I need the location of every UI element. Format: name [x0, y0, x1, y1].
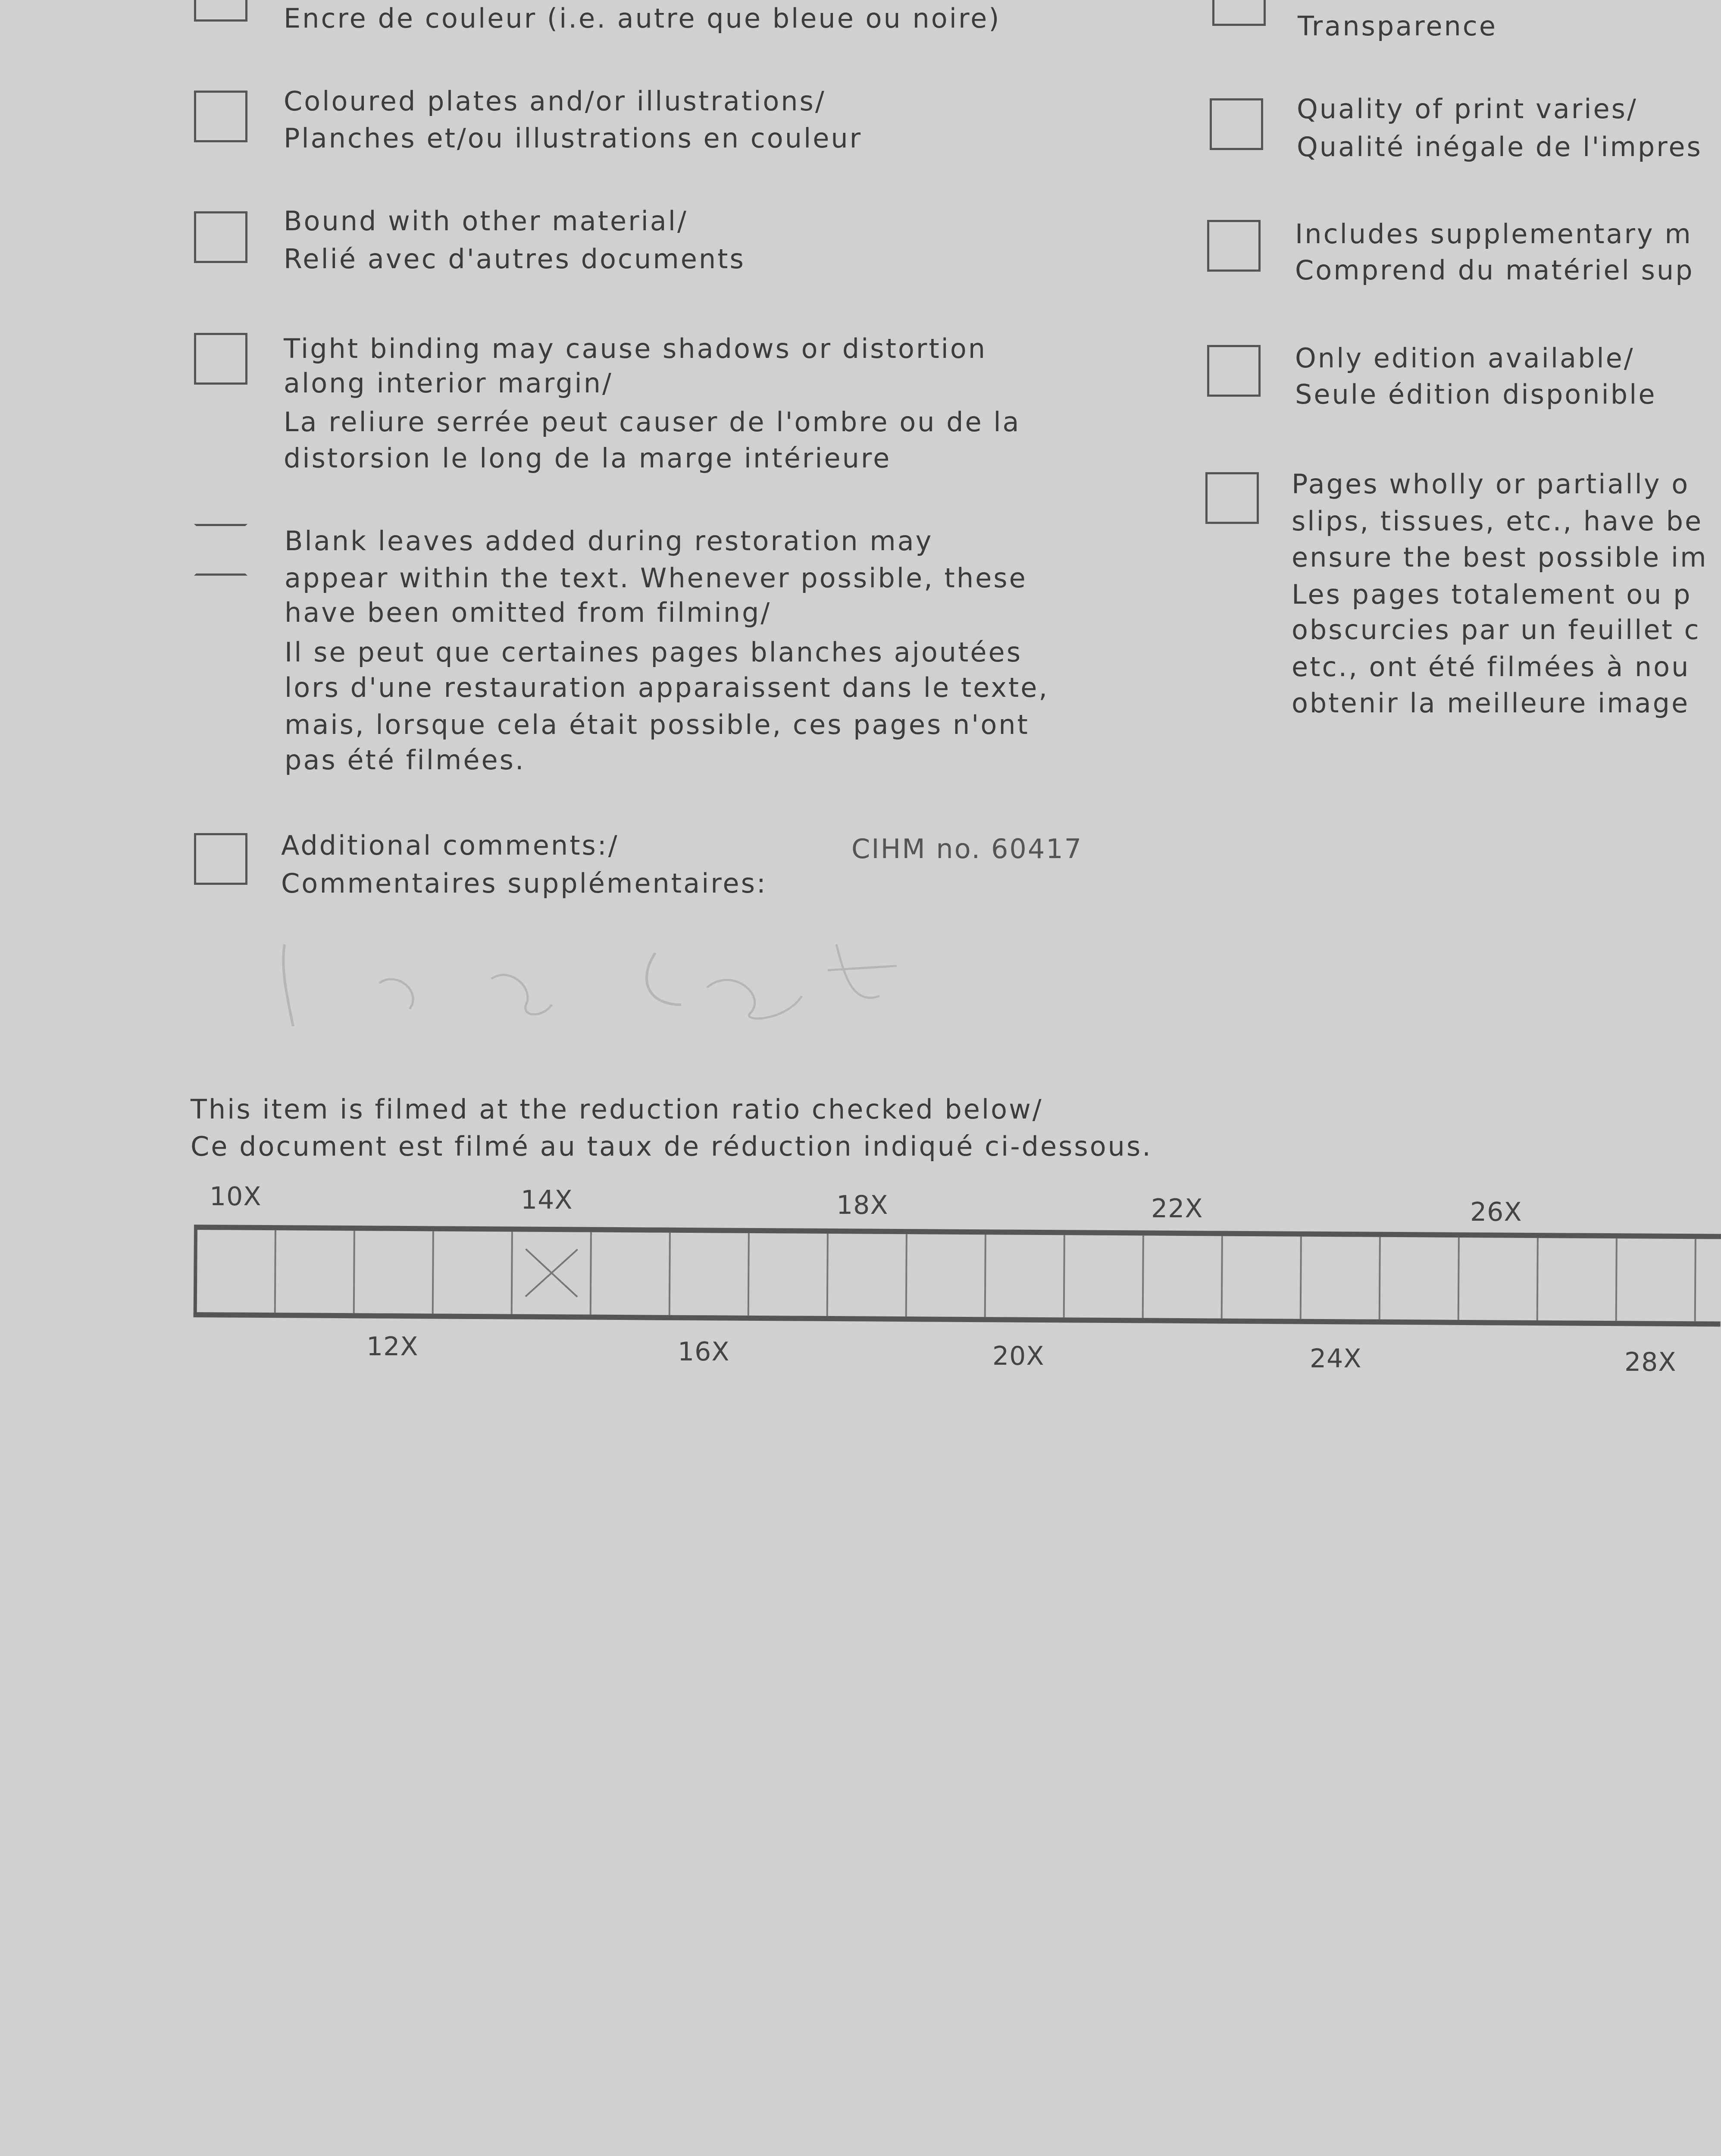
- checkbox-only-edition[interactable]: [1207, 345, 1261, 397]
- label-pages-obscured-line2: slips, tissues, etc., have be: [1292, 505, 1703, 537]
- check-x-mark-icon: [513, 1232, 592, 1314]
- label-tight-binding-line1: Tight binding may cause shadows or distortion: [284, 333, 987, 364]
- label-only-edition-line1: Only edition available/: [1295, 342, 1635, 374]
- label-quality-of-print-line1: Quality of print varies/: [1297, 93, 1638, 125]
- label-ink-line1: Encre de couleur (i.e. autre que bleue ou noire): [284, 3, 1001, 34]
- label-transparence-line1: Transparence: [1298, 10, 1497, 42]
- ratio-cell[interactable]: [1459, 1238, 1539, 1320]
- ratio-cell[interactable]: [1302, 1237, 1381, 1319]
- ratio-cell[interactable]: [434, 1231, 513, 1314]
- label-pages-obscured-line1: Pages wholly or partially o: [1292, 468, 1690, 500]
- ratio-cell[interactable]: [355, 1231, 434, 1313]
- label-supplementary-line2: Comprend du matériel sup: [1295, 254, 1694, 286]
- ratio-cell[interactable]: [828, 1234, 907, 1316]
- label-blank-leaves-line7: pas été filmées.: [285, 744, 526, 776]
- checkbox-tight-binding[interactable]: [194, 333, 247, 385]
- checkbox-quality-of-print[interactable]: [1210, 98, 1263, 150]
- scale-top-10x: 10X: [210, 1181, 262, 1212]
- label-additional-comments-line1: Additional comments:/: [281, 830, 619, 861]
- label-additional-comments-line2: Commentaires supplémentaires:: [281, 868, 767, 899]
- label-blank-leaves-line3: have been omitted from filming/: [285, 597, 772, 628]
- ratio-cell[interactable]: [197, 1230, 276, 1313]
- label-quality-of-print-line2: Qualité inégale de l'impres: [1297, 131, 1702, 163]
- ratio-cell[interactable]: [1065, 1235, 1144, 1318]
- scale-top-14x: 14X: [521, 1185, 573, 1215]
- ratio-cell[interactable]: [591, 1232, 671, 1315]
- scale-top-26x: 26X: [1470, 1197, 1522, 1227]
- ratio-cell[interactable]: [749, 1233, 829, 1316]
- label-tight-binding-line4: distorsion le long de la marge intérieure: [284, 442, 892, 474]
- label-pages-obscured-line5: obscurcies par un feuillet c: [1292, 614, 1701, 646]
- reduction-text-line1: This item is filmed at the reduction ratio checked below/: [191, 1094, 1043, 1125]
- label-pages-obscured-line6: etc., ont été filmées à nou: [1292, 651, 1690, 683]
- faint-handwriting: [267, 918, 940, 1039]
- checkbox-pages-obscured[interactable]: [1205, 472, 1259, 524]
- label-blank-leaves-line1: Blank leaves added during restoration may: [285, 525, 933, 557]
- ratio-cell[interactable]: [907, 1234, 986, 1317]
- scale-bottom-24x: 24X: [1310, 1344, 1362, 1374]
- scale-bottom-28x: 28X: [1624, 1347, 1677, 1377]
- ratio-cell[interactable]: [1380, 1237, 1460, 1320]
- reduction-text-line2: Ce document est filmé au taux de réduction indiqué ci-dessous.: [191, 1131, 1152, 1162]
- label-bound-with-line2: Relié avec d'autres documents: [284, 243, 745, 275]
- label-tight-binding-line2: along interior margin/: [284, 367, 613, 399]
- ratio-cell[interactable]: [276, 1230, 355, 1313]
- checkbox-blank-leaves[interactable]: [194, 524, 247, 576]
- label-bound-with-line1: Bound with other material/: [284, 205, 688, 237]
- label-only-edition-line2: Seule édition disponible: [1295, 379, 1657, 410]
- scale-bottom-12x: 12X: [366, 1332, 419, 1362]
- checkbox-additional-comments[interactable]: [194, 833, 247, 885]
- ratio-cell-checked[interactable]: [513, 1232, 592, 1315]
- ratio-cell[interactable]: [1617, 1238, 1696, 1321]
- reduction-ratio-strip: [194, 1225, 1721, 1327]
- label-blank-leaves-line6: mais, lorsque cela était possible, ces pages n'ont: [285, 709, 1029, 740]
- ratio-cell[interactable]: [1538, 1238, 1618, 1321]
- checkbox-bound-with[interactable]: [194, 211, 247, 263]
- scale-bottom-20x: 20X: [992, 1341, 1045, 1371]
- label-coloured-plates-line2: Planches et/ou illustrations en couleur: [284, 122, 863, 154]
- ratio-cell[interactable]: [670, 1233, 750, 1316]
- ratio-cell[interactable]: [1223, 1236, 1302, 1319]
- label-pages-obscured-line7: obtenir la meilleure image: [1292, 687, 1690, 719]
- label-blank-leaves-line4: Il se peut que certaines pages blanches ajoutées: [285, 636, 1022, 668]
- label-supplementary-line1: Includes supplementary m: [1295, 218, 1693, 250]
- label-blank-leaves-line2: appear within the text. Whenever possible, these: [285, 562, 1027, 594]
- checkbox-supplementary[interactable]: [1207, 220, 1261, 272]
- label-pages-obscured-line3: ensure the best possible im: [1292, 542, 1708, 573]
- checkbox-transparence[interactable]: [1212, 0, 1266, 26]
- label-coloured-plates-line1: Coloured plates and/or illustrations/: [284, 85, 826, 117]
- label-pages-obscured-line4: Les pages totalement ou p: [1292, 579, 1692, 610]
- scale-top-22x: 22X: [1151, 1194, 1203, 1224]
- scale-top-18x: 18X: [836, 1190, 889, 1220]
- ratio-cell[interactable]: [986, 1235, 1065, 1317]
- label-tight-binding-line3: La reliure serrée peut causer de l'ombre ou de la: [284, 406, 1021, 438]
- label-blank-leaves-line5: lors d'une restauration apparaissent dans le texte,: [285, 672, 1049, 703]
- scale-bottom-16x: 16X: [678, 1337, 730, 1367]
- ratio-cell[interactable]: [1144, 1235, 1223, 1318]
- checkbox-ink[interactable]: [194, 0, 247, 22]
- cihm-number: CIHM no. 60417: [851, 833, 1083, 865]
- checkbox-coloured-plates[interactable]: [194, 91, 247, 142]
